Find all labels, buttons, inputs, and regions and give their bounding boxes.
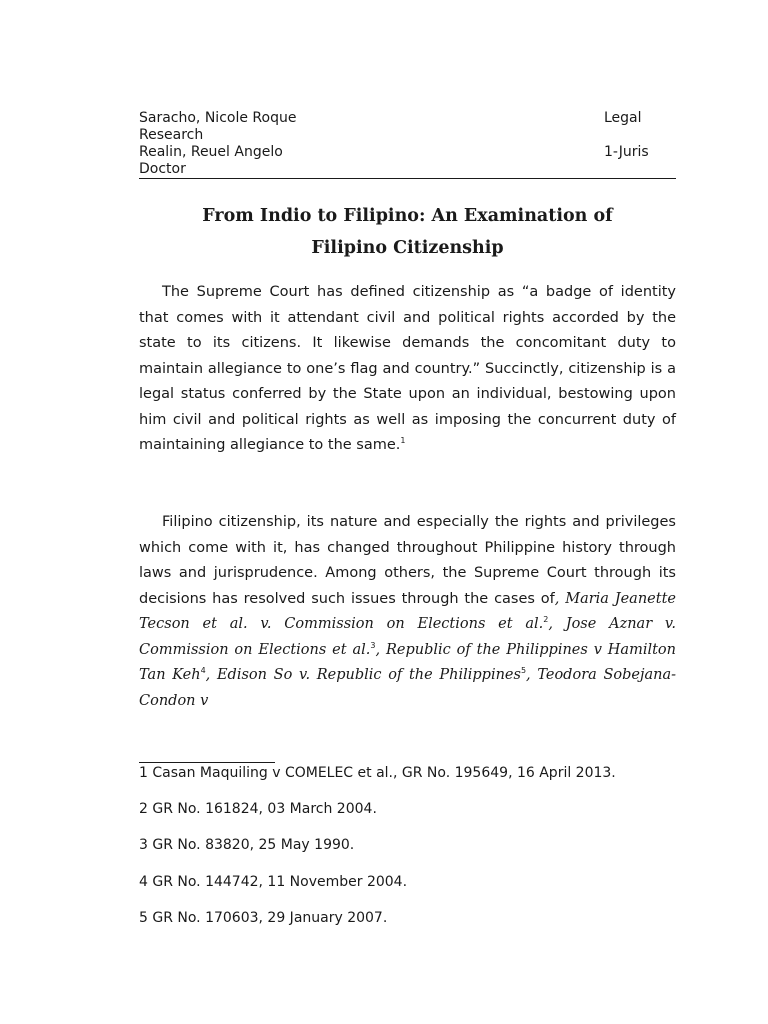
footnote-ref-3: 3 (370, 640, 376, 650)
footnote-2: 2 GR No. 161824, 03 March 2004. (139, 801, 377, 817)
paragraph-2 (139, 510, 676, 714)
paragraph-2-lead: Filipino citizenship, its nature and especially the rights and privileges which come with it, has changed throughout Philippine history through laws and jurisprudence. Among others, the Supreme Court through its decisions has resolved such issues through the cases of (139, 514, 676, 607)
footnote-ref-4: 4 (200, 666, 206, 675)
course-section-continued: Doctor (139, 161, 186, 177)
case-tan-keh: , Republic of the Philippines v Hamilton Tan Keh (139, 641, 676, 683)
document-title (139, 200, 676, 264)
title-line-2: Filipino Citizenship (311, 238, 504, 258)
course-subject-continued: Research (139, 127, 204, 143)
case-edison-so: , Edison So v. Republic of the Philippines (205, 667, 521, 683)
footnote-5: 5 GR No. 170603, 29 January 2007. (139, 910, 388, 926)
footnote-3: 3 GR No. 83820, 25 May 1990. (139, 837, 355, 853)
author-name-1: Saracho, Nicole Roque (139, 110, 297, 126)
footnote-ref-1: 1 (400, 436, 406, 445)
case-sobejana-condon: , Teodora Sobejana-Condon v (139, 667, 676, 709)
footnote-ref-5: 5 (520, 666, 527, 675)
footnote-divider (139, 762, 275, 763)
paragraph-1-text: The Supreme Court has defined citizenship as “a badge of identity that comes with it attendant civil and political rights accorded by the state to its citizens. It likewise demands the concomitant duty to maintain allegiance to one’s flag and country.” Succinctly, citizenship is a legal status conferred by the State upon an individual, bestowing upon him civil and political rights as well as imposing the concurrent duty of maintaining allegiance to the same. (139, 284, 676, 453)
footnote-ref-2: 2 (543, 615, 549, 624)
paragraph-1 (139, 280, 676, 459)
course-subject: Legal (604, 110, 642, 126)
footnote-1: 1 Casan Maquiling v COMELEC et al., GR No. 195649, 16 April 2013. (139, 765, 616, 781)
course-section: 1-Juris (604, 144, 649, 160)
footnote-4: 4 GR No. 144742, 11 November 2004. (139, 874, 408, 890)
case-tecson: , Maria Jeanette Tecson et al. v. Commission on Elections et al. (139, 590, 676, 632)
title-line-1: From Indio to Filipino: An Examination of (202, 206, 613, 226)
case-aznar: , Jose Aznar v. Commission on Elections et al. (139, 616, 677, 658)
author-name-2: Realin, Reuel Angelo (139, 144, 283, 160)
header-divider (139, 178, 676, 179)
